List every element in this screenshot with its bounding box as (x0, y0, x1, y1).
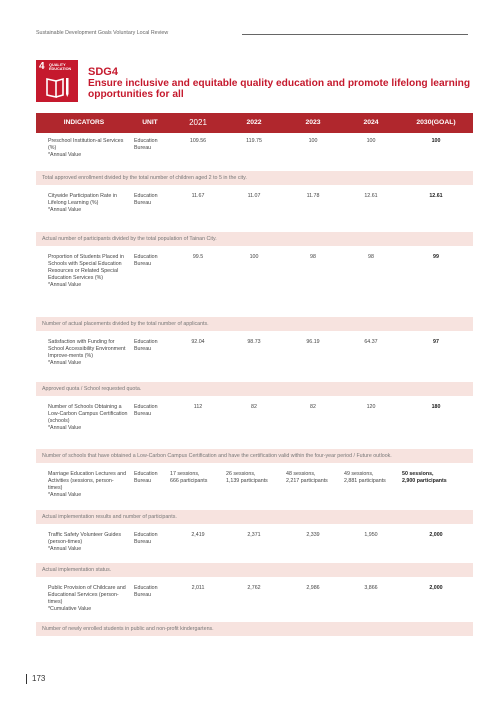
unit-cell: Education Bureau (134, 404, 158, 417)
year-value-cell: 119.75 (246, 138, 262, 144)
unit-cell: Education Bureau (134, 532, 158, 545)
year-value-cell: 3,866 (364, 585, 378, 591)
year-value-cell: 11.07 (247, 193, 261, 199)
unit-cell: Education Bureau (134, 254, 158, 267)
goal-value-cell: 99 (433, 254, 439, 260)
table-row (36, 527, 473, 563)
year-value-cell: 120 (366, 404, 376, 410)
unit-cell: Education Bureau (134, 193, 158, 206)
unit-cell: Education Bureau (134, 138, 158, 151)
year-value-cell: 98 (368, 254, 374, 260)
year-value-cell: 82 (251, 404, 257, 410)
unit-cell: Education Bureau (134, 471, 158, 484)
book-pencil-icon (45, 75, 71, 99)
year-value-cell: 99.5 (192, 254, 204, 260)
year-value-cell: 1,950 (364, 532, 378, 538)
table-row (36, 188, 473, 232)
year-value-cell: 82 (310, 404, 316, 410)
indicator-table (36, 113, 473, 639)
table-header (36, 113, 473, 133)
indicator-cell: Public Provision of Childcare and Educational Services (person-times) *Cumulative Value (48, 585, 126, 612)
year-value-cell: 98 (310, 254, 316, 260)
year-value-cell: 2,419 (191, 532, 205, 538)
goal-value-cell: 180 (431, 404, 441, 410)
goal-value-cell: 50 sessions, 2,900 participants (402, 471, 447, 484)
header-title: Sustainable Development Goals Voluntary Local Review (36, 30, 169, 36)
calculation-note: Number of newly enrolled students in public and non-profit kindergartens. (36, 622, 473, 636)
goal-value-cell: 12.61 (429, 193, 443, 199)
goal-value-cell: 2,000 (429, 532, 443, 538)
goal-value-cell: 2,000 (429, 585, 443, 591)
header-2022: 2022 (246, 119, 262, 126)
indicator-cell: Marriage Education Lectures and Activities (sessions, person-times) *Annual Value (48, 471, 127, 498)
indicator-cell: Number of Schools Obtaining a Low-Carbon Campus Certification (schools) *Annual Value (48, 404, 128, 431)
year-value-cell: 2,371 (247, 532, 261, 538)
indicator-cell: Proportion of Students Placed in Schools with Special Education Resources or Related Special Education Services (%) *Annual Value (48, 254, 124, 288)
year-value-cell: 49 sessions, 2,881 participants (344, 471, 386, 484)
badge-number: 4 (39, 61, 45, 72)
table-row (36, 249, 473, 317)
year-value-cell: 100 (249, 254, 259, 260)
sdg4-badge (36, 60, 78, 102)
unit-cell: Education Bureau (134, 585, 158, 598)
table-row (36, 466, 473, 510)
year-value-cell: 2,762 (247, 585, 261, 591)
year-value-cell: 11.67 (191, 193, 205, 199)
year-value-cell: 48 sessions, 2,217 participants (286, 471, 328, 484)
calculation-note: Actual implementation results and number of participants. (36, 510, 473, 524)
table-row (36, 334, 473, 382)
calculation-note: Actual number of participants divided by the total population of Tainan City. (36, 232, 473, 246)
calculation-note: Approved quota / School requested quota. (36, 382, 473, 396)
year-value-cell: 92.04 (191, 339, 205, 345)
calculation-note: Total approved enrollment divided by the total number of children aged 2 to 5 in the city. (36, 171, 473, 185)
row-gap (36, 636, 473, 639)
calculation-note: Number of actual placements divided by the total number of applicants. (36, 317, 473, 331)
year-value-cell: 12.61 (364, 193, 378, 199)
header-goal: 2030(GOAL) (416, 119, 456, 126)
indicator-cell: Preschool Institution-al Services (%) *Annual Value (48, 138, 124, 158)
year-value-cell: 2,011 (191, 585, 205, 591)
goal-id: SDG4 (88, 66, 118, 78)
table-row (36, 399, 473, 449)
goal-heading (88, 66, 478, 100)
header-2023: 2023 (305, 119, 321, 126)
header-indicators: INDICATORS (63, 119, 105, 126)
header-unit: UNIT (142, 119, 158, 126)
year-value-cell: 2,986 (306, 585, 320, 591)
indicator-cell: Traffic Safety Volunteer Guides (person-times) *Annual Value (48, 532, 122, 552)
calculation-note: Actual implementation status. (36, 563, 473, 577)
header-rule (242, 34, 468, 35)
year-value-cell: 26 sessions, 1,139 participants (226, 471, 268, 484)
unit-cell: Education Bureau (134, 339, 158, 352)
calculation-note: Number of schools that have obtained a Low-Carbon Campus Certification and have the certification valid within the four-year period / Future outlook. (36, 449, 473, 463)
year-value-cell: 98.73 (247, 339, 261, 345)
indicator-cell: Satisfaction with Funding for School Accessibility Environment Improve-ments (%) *Annual Value (48, 339, 126, 366)
year-value-cell: 2,339 (306, 532, 320, 538)
year-value-cell: 64.37 (364, 339, 378, 345)
year-value-cell: 100 (308, 138, 318, 144)
year-value-cell: 100 (366, 138, 376, 144)
goal-text: Ensure inclusive and equitable quality education and promote lifelong learning opportunities for all (88, 78, 471, 100)
year-value-cell: 112 (193, 404, 203, 410)
goal-value-cell: 97 (433, 339, 439, 345)
year-value-cell: 109.56 (189, 138, 207, 144)
page-header (36, 30, 468, 44)
header-2024: 2024 (363, 119, 379, 126)
badge-word: QUALITY EDUCATION (49, 63, 72, 72)
goal-value-cell: 100 (431, 138, 441, 144)
year-value-cell: 96.19 (306, 339, 320, 345)
year-value-cell: 11.78 (306, 193, 320, 199)
page-number (26, 674, 45, 683)
indicator-cell: Citywide Participation Rate in Lifelong Learning (%) *Annual Value (48, 193, 117, 213)
page-number-text: 173 (32, 674, 46, 683)
table-row (36, 133, 473, 171)
year-value-cell: 17 sessions, 666 participants (170, 471, 208, 484)
table-row (36, 580, 473, 622)
header-2021: 2021 (189, 118, 207, 127)
